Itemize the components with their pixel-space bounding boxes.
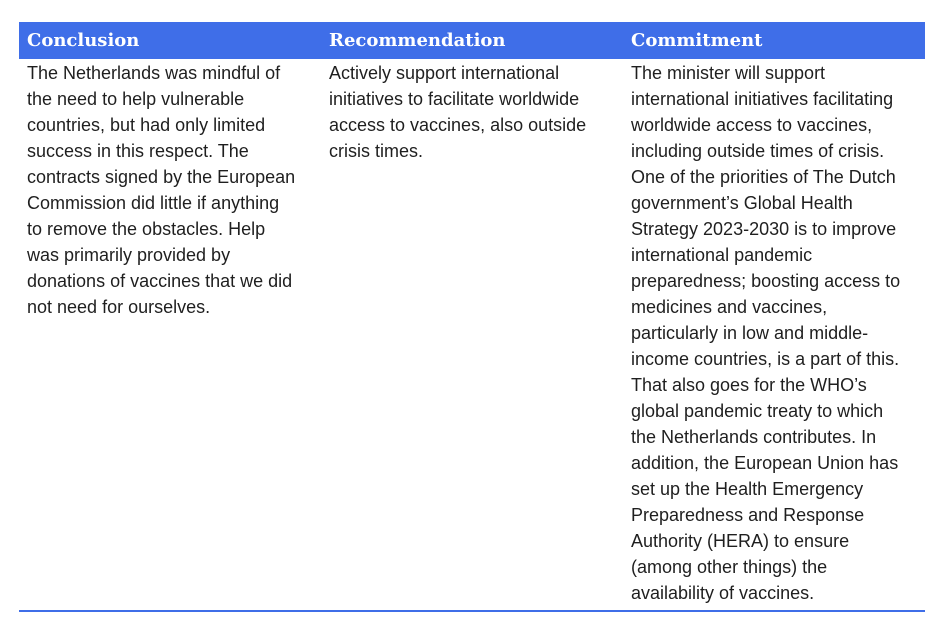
commitment-text: The minister will support international initiatives facilitating worldwide access to vaccines, including outside times of crisis. One of the priorities of The Dutch government’s Global Health Strategy 2023-2030 is to improve international pandemic preparedness; boosting access to medicines and vaccines, particularly in low and middle- income countries, is a part of this. That also goes for the WHO’s global pandemic treaty to which the Netherlands contributes. In addition, the European Union has set up the Health Emergency Preparedness and Response Authority (HERA) to ensure (among other things) the availability of vaccines. bbox=[631, 63, 901, 603]
table-row bbox=[19, 59, 925, 612]
header-conclusion: Conclusion bbox=[27, 30, 140, 51]
table-header-row bbox=[19, 22, 925, 59]
recommendation-text: Actively support international initiatives to facilitate worldwide access to vaccines, also outside crisis times. bbox=[329, 63, 587, 161]
header-commitment: Commitment bbox=[631, 30, 763, 51]
cell-commitment bbox=[623, 59, 925, 606]
conclusion-text: The Netherlands was mindful of the need to help vulnerable countries, but had only limited success in this respect. The contracts signed by the European Commission did little if anything to remove the obstacles. Help was primarily provided by donations of vaccines that we did not need for ourselves. bbox=[27, 63, 296, 317]
cell-recommendation bbox=[321, 59, 623, 606]
cell-conclusion bbox=[19, 59, 321, 606]
header-recommendation: Recommendation bbox=[329, 30, 506, 51]
recommendations-table bbox=[19, 22, 925, 612]
